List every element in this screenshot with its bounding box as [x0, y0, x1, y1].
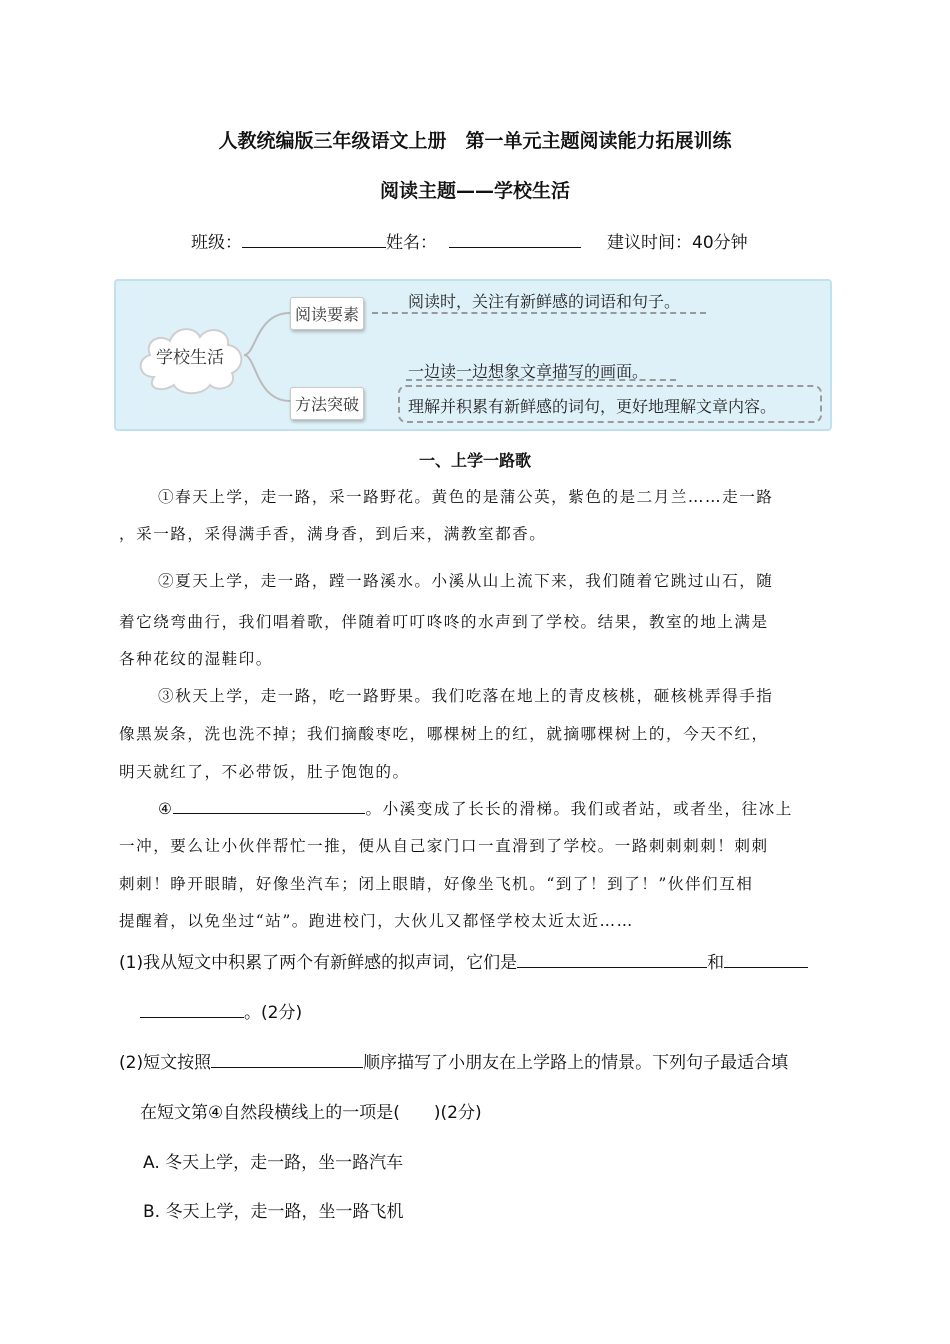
document-subtitle: 阅读主题——学校生活 — [379, 180, 570, 202]
answer-blank-1[interactable] — [517, 953, 707, 968]
question-2-text-b: 顺序描写了小朋友在上学路上的情景。下列句子最适合填 — [363, 1053, 789, 1073]
mindmap-center-label: 学校生活 — [156, 348, 224, 368]
passage-line: ，采一路，采得满手香，满身香，到后来，满教室都香。 — [119, 525, 547, 543]
passage-line: ③秋天上学，走一路，吃一路野果。我们吃落在地上的青皮核桃，砸核桃弄得手指 — [158, 687, 774, 705]
student-info-row — [191, 228, 748, 253]
answer-blank-3[interactable] — [211, 1053, 363, 1068]
mindmap-node-method: 方法突破 — [290, 387, 364, 420]
dashed-underline-2 — [406, 379, 676, 381]
paragraph-number: ④ — [158, 800, 174, 818]
passage-line: 像黑炭条，洗也洗不掉；我们摘酸枣吃，哪棵树上的红，就摘哪棵树上的，今天不红， — [119, 725, 769, 743]
passage-line-4-start — [158, 797, 793, 819]
option-b[interactable]: B. 冬天上学，走一路，坐一路飞机 — [143, 1202, 404, 1222]
question-1-and: 和 — [707, 953, 725, 973]
question-1-text: (1)我从短文中积累了两个有新鲜感的拟声词，它们是 — [119, 953, 518, 973]
mindmap-text-2: 一边读一边想象文章描写的画面。 — [408, 362, 649, 381]
question-1-score: 。(2分) — [244, 1003, 303, 1023]
section-title: 一、上学一路歌 — [418, 451, 531, 470]
passage-line: 一冲，要么让小伙伴帮忙一推，便从自己家门口一直滑到了学校。一路刺刺刺刺！刺刺 — [119, 837, 769, 855]
class-label: 班级： — [191, 233, 242, 253]
passage-line: ①春天上学，走一路，采一路野花。黄色的是蒲公英，紫色的是二月兰……走一路 — [158, 488, 774, 506]
mindmap-node-reading-element: 阅读要素 — [290, 297, 364, 330]
passage-line: 着它绕弯曲行，我们唱着歌，伴随着叮叮咚咚的水声到了学校。结果，教室的地上满是 — [119, 613, 769, 631]
answer-blank-2b[interactable] — [140, 1003, 244, 1018]
question-2-continued: 在短文第④自然段横线上的一项是( )(2分) — [140, 1103, 482, 1123]
name-label: 姓名： — [386, 233, 437, 253]
option-a[interactable]: A. 冬天上学，走一路，坐一路汽车 — [143, 1153, 404, 1173]
time-label: 建议时间： — [607, 233, 692, 253]
document-title: 人教统编版三年级语文上册 第一单元主题阅读能力拓展训练 — [218, 130, 732, 152]
passage-line: 刺刺！睁开眼睛，好像坐汽车；闭上眼睛，好像坐飞机。“到了！到了！”伙伴们互相 — [119, 875, 754, 893]
class-blank[interactable] — [242, 233, 386, 248]
question-2 — [119, 1048, 788, 1073]
mindmap-text-1: 阅读时，关注有新鲜感的词语和句子。 — [408, 292, 681, 311]
question-2-text-a: (2)短文按照 — [119, 1053, 212, 1073]
question-1 — [119, 948, 808, 973]
passage-line: 提醒着，以免坐过“站”。跑进校门，大伙儿又都怪学校太近太近…… — [119, 912, 634, 930]
paragraph-4-blank[interactable] — [173, 799, 365, 814]
question-1-continued — [140, 998, 302, 1023]
name-blank[interactable] — [449, 233, 581, 248]
dashed-connector-1 — [372, 312, 706, 314]
answer-blank-2a[interactable] — [724, 953, 808, 968]
passage-text: 。小溪变成了长长的滑梯。我们或者站，或者坐，往冰上 — [365, 800, 793, 818]
mindmap-text-3: 理解并积累有新鲜感的词句，更好地理解文章内容。 — [408, 397, 777, 416]
passage-line: 各种花纹的湿鞋印。 — [119, 650, 273, 668]
passage-line: 明天就红了，不必带饭，肚子饱饱的。 — [119, 763, 410, 781]
passage-line: ②夏天上学，走一路，蹚一路溪水。小溪从山上流下来，我们随着它跳过山石，随 — [158, 572, 774, 590]
mindmap-panel — [114, 279, 832, 431]
time-value: 40分钟 — [692, 233, 748, 253]
